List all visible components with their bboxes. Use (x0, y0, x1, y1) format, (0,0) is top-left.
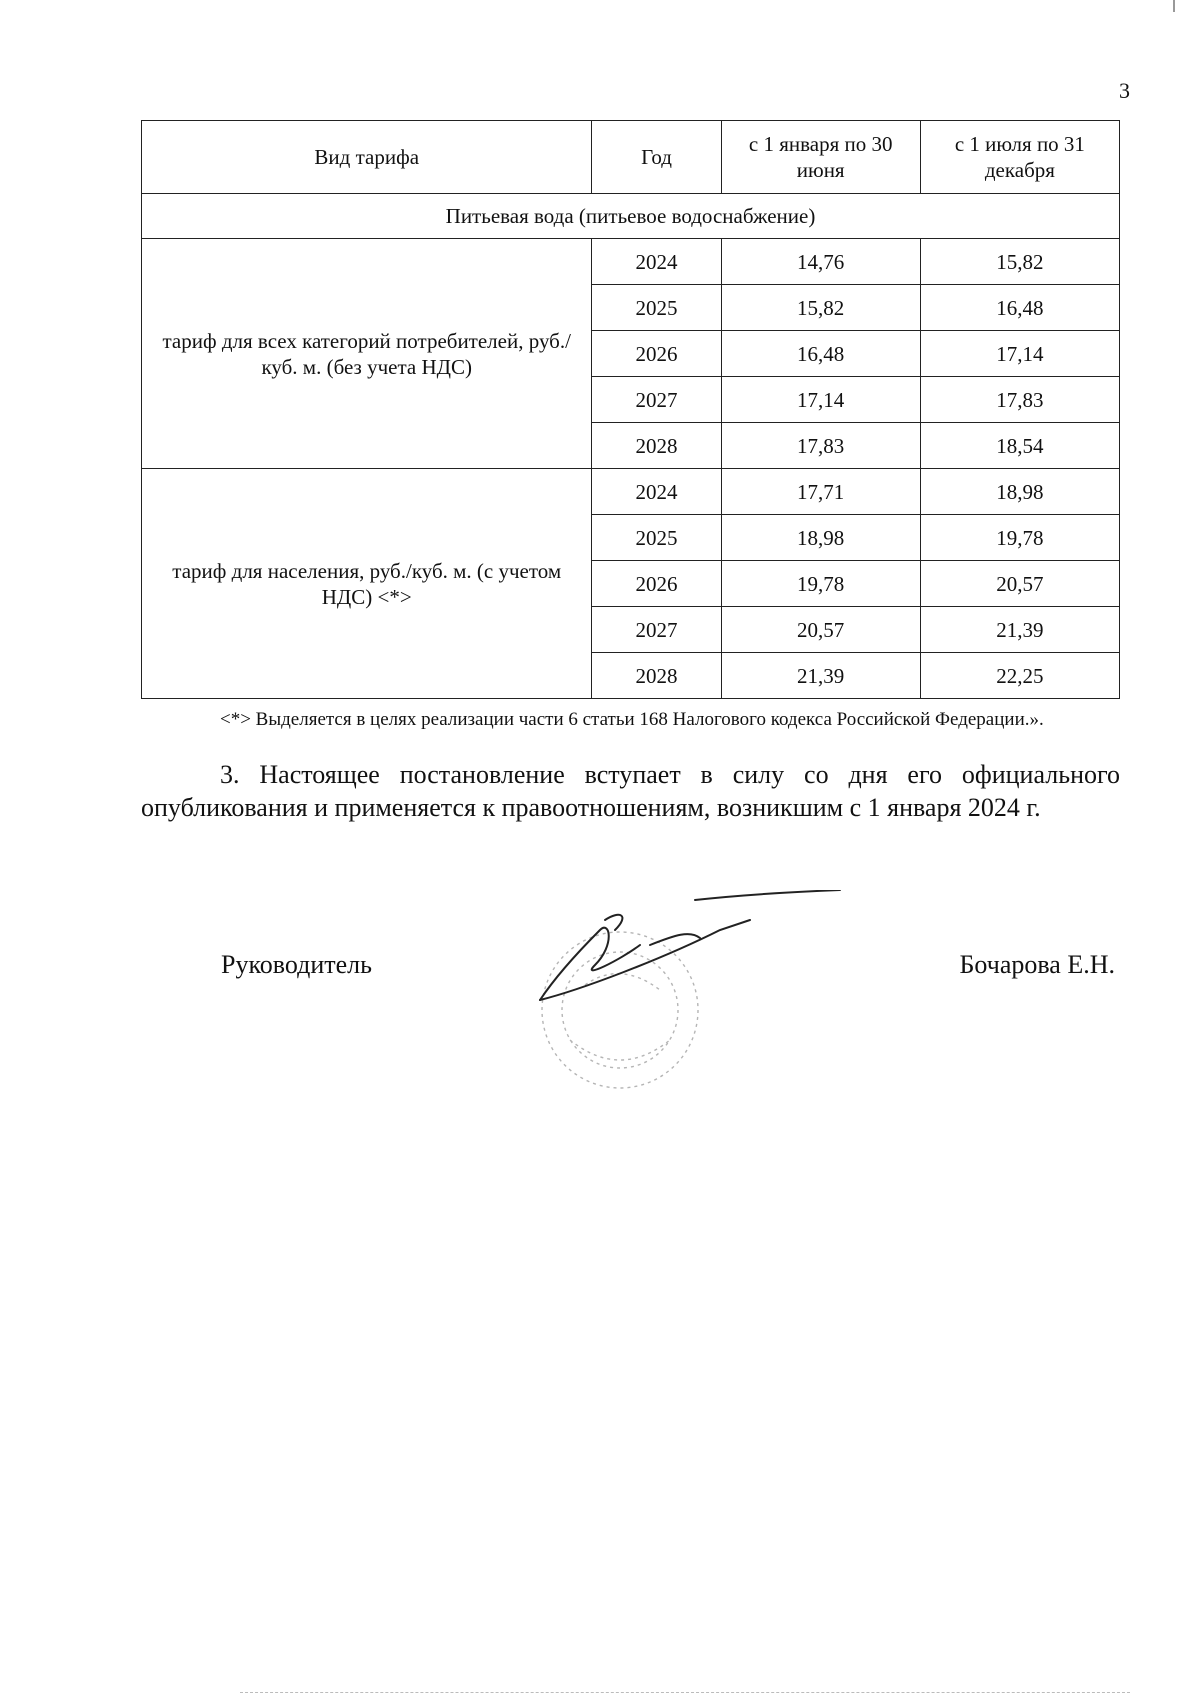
second-half-rate-cell: 18,98 (920, 469, 1119, 515)
second-half-rate-cell: 19,78 (920, 515, 1119, 561)
first-half-rate-cell: 20,57 (721, 607, 920, 653)
signatory-title: Руководитель (221, 950, 372, 979)
section-row (142, 194, 1120, 239)
page-number: 3 (1119, 78, 1130, 103)
scan-edge-mark (1173, 0, 1175, 12)
year-cell: 2025 (592, 515, 721, 561)
signature-and-stamp (500, 890, 850, 1120)
year-cell: 2024 (592, 239, 721, 285)
second-half-rate-cell: 18,54 (920, 423, 1119, 469)
first-half-rate-cell: 14,76 (721, 239, 920, 285)
table-row (142, 239, 1120, 285)
second-half-rate-cell: 22,25 (920, 653, 1119, 699)
first-half-rate-cell: 17,71 (721, 469, 920, 515)
handwritten-signature (540, 890, 840, 1000)
header-second-half: с 1 июля по 31 декабря (920, 121, 1119, 194)
year-cell: 2025 (592, 285, 721, 331)
year-cell: 2026 (592, 331, 721, 377)
first-half-rate-cell: 17,83 (721, 423, 920, 469)
official-stamp (542, 932, 698, 1088)
second-half-rate-cell: 20,57 (920, 561, 1119, 607)
second-half-rate-cell: 16,48 (920, 285, 1119, 331)
year-cell: 2028 (592, 423, 721, 469)
header-tariff-kind: Вид тарифа (142, 121, 592, 194)
second-half-rate-cell: 15,82 (920, 239, 1119, 285)
second-half-rate-cell: 17,14 (920, 331, 1119, 377)
year-cell: 2028 (592, 653, 721, 699)
paragraph-3: 3. Настоящее постановление вступает в силу со дня его официального опубликования и применяется к правоотношениям, возникшим с 1 января 2024 г. (141, 760, 1120, 822)
year-cell: 2024 (592, 469, 721, 515)
first-half-rate-cell: 18,98 (721, 515, 920, 561)
tariff-table (141, 120, 1120, 699)
scan-bottom-edge (240, 1692, 1130, 1693)
year-cell: 2027 (592, 607, 721, 653)
tariff-kind-label: тариф для всех категорий потребителей, руб./куб. м. (без учета НДС) (142, 239, 592, 469)
footnote: <*> Выделяется в целях реализации части 6 статьи 168 Налогового кодекса Российской Федерации.». (220, 709, 1044, 730)
first-half-rate-cell: 16,48 (721, 331, 920, 377)
first-half-rate-cell: 21,39 (721, 653, 920, 699)
table-header-row (142, 121, 1120, 194)
header-year: Год (592, 121, 721, 194)
first-half-rate-cell: 15,82 (721, 285, 920, 331)
year-cell: 2026 (592, 561, 721, 607)
first-half-rate-cell: 19,78 (721, 561, 920, 607)
header-first-half: с 1 января по 30 июня (721, 121, 920, 194)
table-row (142, 469, 1120, 515)
signatory-name: Бочарова Е.Н. (959, 950, 1115, 979)
tariff-kind-label: тариф для населения, руб./куб. м. (с учетом НДС) <*> (142, 469, 592, 699)
year-cell: 2027 (592, 377, 721, 423)
section-title: Питьевая вода (питьевое водоснабжение) (142, 194, 1120, 239)
first-half-rate-cell: 17,14 (721, 377, 920, 423)
second-half-rate-cell: 21,39 (920, 607, 1119, 653)
second-half-rate-cell: 17,83 (920, 377, 1119, 423)
